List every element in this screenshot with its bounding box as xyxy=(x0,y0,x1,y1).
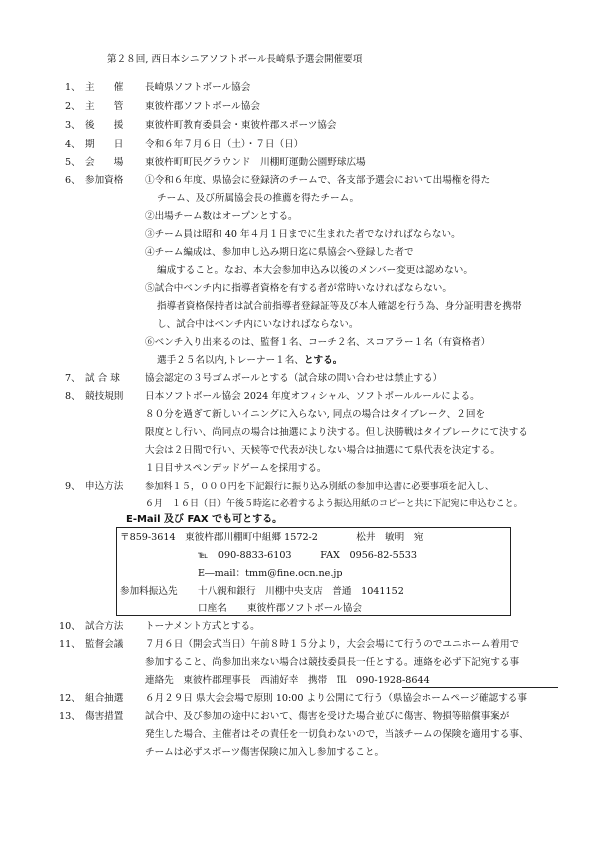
item-line: トーナメント方式とする。 xyxy=(145,621,260,632)
item-number: 2、 xyxy=(65,101,81,112)
item-line: 試合中、及び参加の途中において、傷害を受けた場合並びに傷害、物損等賠償事案が xyxy=(145,711,510,722)
item-number: 12、 xyxy=(59,693,81,704)
item-number: 10、 xyxy=(59,621,81,632)
item-number: 6、 xyxy=(65,175,81,186)
item-line: ①令和６年度、県協会に登録済のチームで、各支部予選会において出場権を得た xyxy=(145,175,491,186)
item-label: 試合方法 xyxy=(85,621,124,632)
underline-mark xyxy=(402,687,558,688)
account-name: 東彼杵郡ソフトボール協会 xyxy=(247,603,362,614)
item-label: 傷害措置 xyxy=(85,711,124,722)
item-label: 主 管 xyxy=(85,101,124,112)
item-label: 監督会議 xyxy=(85,639,124,650)
item-label: 期 日 xyxy=(85,139,124,150)
item-text: 東彼杵町町民グラウンド 川棚町運動公園野球広場 xyxy=(145,157,366,168)
item-line: 大会は２日間で行い、天候等で代表が決しない場合は抽選にて県代表を決定する。 xyxy=(145,445,500,456)
item-number: 3、 xyxy=(65,120,81,131)
item-number: 5、 xyxy=(65,157,81,168)
item-line: 編成すること。なお、本大会参加申込み以後のメンバー変更は認めない。 xyxy=(157,265,473,276)
page-title: 第２８回, 西日本シニアソフトボール長崎県予選会開催要項 xyxy=(107,54,363,65)
item-number: 11、 xyxy=(59,639,81,650)
item-line-group xyxy=(157,356,342,366)
contact-phone-fax: ℡ 090-8833-6103 FAX 0956-82-5533 xyxy=(198,550,418,561)
item-line: ⑥ベンチ入り出来るのは、監督１名、コーチ２名、スコアラー１名（有資格者） xyxy=(145,337,491,348)
item-line: ③チーム員は昭和 40 年４月１日までに生まれた者でなければならない。 xyxy=(145,229,461,240)
item-line: 発生した場合、主催者はその責任を一切負わないので，当該チームの保険を適用する事、 xyxy=(145,729,529,740)
item-line: チーム、及び所属協会長の推薦を得たチーム。 xyxy=(157,193,360,204)
item-label: 参加資格 xyxy=(85,175,124,186)
item-line: ８０分を過ぎて新しいイニングに入らない, 同点の場合はタイブレーク、２回を xyxy=(145,409,486,420)
item-line: 選手２５名以内,トレーナー１名、 xyxy=(157,355,304,366)
item-number: 13、 xyxy=(59,711,81,722)
item-line: チームは必ずスポーツ傷害保険に加入し参加すること。 xyxy=(145,747,385,758)
item-text: 協会認定の３号ゴムボールとする（試合球の問い合わせは禁止する） xyxy=(145,373,443,384)
item-label: 主 催 xyxy=(85,82,124,93)
item-number: 1、 xyxy=(65,82,81,93)
item-text: 東彼杵町教育委員会・東彼杵郡スポーツ協会 xyxy=(145,120,337,131)
item-line: 参加すること、尚参加出来ない場合は競技委員長一任とする。連絡を必ず下記宛する事 xyxy=(145,657,520,668)
item-label: 会 場 xyxy=(85,157,124,168)
item-text: 令和６年７月６日（土）・７日（日） xyxy=(145,139,304,150)
contact-email: E―mail：tmm@fine.ocn.ne.jp xyxy=(198,568,343,579)
item-label: 申込方法 xyxy=(85,481,124,492)
item-line: ④チーム編成は、参加申し込み期日迄に県協会へ登録した者で xyxy=(145,247,414,258)
item-label: 試 合 球 xyxy=(85,373,120,384)
item-line: 指導者資格保持者は試合前指導者登録証等及び本人確認を行う為、身分証明書を携帯 xyxy=(157,301,522,312)
item-line: ７月６日（開会式当日）午前８時１５分より，大会会場にて行うのでユニホーム着用で xyxy=(145,639,520,650)
item-line: ②出場チーム数はオープンとする。 xyxy=(145,211,298,222)
contact-address: 〒859-3614 東彼杵郡川棚町中組郷 1572-2 松井 敏明 宛 xyxy=(120,532,424,543)
item-label: 後 援 xyxy=(85,120,124,131)
item-line: ６月 １６日（日）午後５時迄に必着するよう振込用紙のコピーと共に下記宛に申込むこと。 xyxy=(145,499,523,509)
item-line: ６月２９日 県大会会場で原則 10:00 より公開にて行う（県協会ホームページ確認する事 xyxy=(145,693,527,704)
item-number: 7、 xyxy=(65,373,81,384)
email-fax-note: E-Mail 及び FAX でも可とする。 xyxy=(126,514,283,525)
item-line: し、試合中はベンチ内にいなければならない。 xyxy=(157,319,359,330)
item-number: 4、 xyxy=(65,139,81,150)
item-label: 競技規則 xyxy=(85,391,124,402)
item-line: 連絡先 東彼杵郡理事長 西浦好幸 携帯 ℡ 090-1928-8644 xyxy=(145,675,430,686)
item-number: 8、 xyxy=(65,391,81,402)
item-line: 参加料１５，０００円を下記銀行に振り込み別紙の参加申込書に必要事項を記入し、 xyxy=(145,481,495,492)
item-text: 長崎県ソフトボール協会 xyxy=(145,82,251,93)
account-label: 口座名 xyxy=(198,603,227,614)
item-line: 限度とし行い、尚同点の場合は抽選により決する。但し決勝戦はタイブレークにて決する xyxy=(145,427,528,438)
item-line-bold: とする。 xyxy=(303,355,343,366)
item-line: ⑤試合中ベンチ内に指導者資格を有する者が常時いなければならない。 xyxy=(145,283,452,294)
bank-info: 十八親和銀行 川棚中央支店 普通 1041152 xyxy=(198,586,404,597)
item-text: 東彼杵郡ソフトボール協会 xyxy=(145,101,260,112)
bank-label: 参加料振込先 xyxy=(120,586,178,597)
item-line: 日本ソフトボール協会 2024 年度オフィシャル、ソフトボールルールによる。 xyxy=(145,391,480,402)
item-line: １日目サスペンデッドゲームを採用する。 xyxy=(145,463,327,474)
item-label: 組合抽選 xyxy=(85,693,124,704)
item-number: 9、 xyxy=(65,481,81,492)
